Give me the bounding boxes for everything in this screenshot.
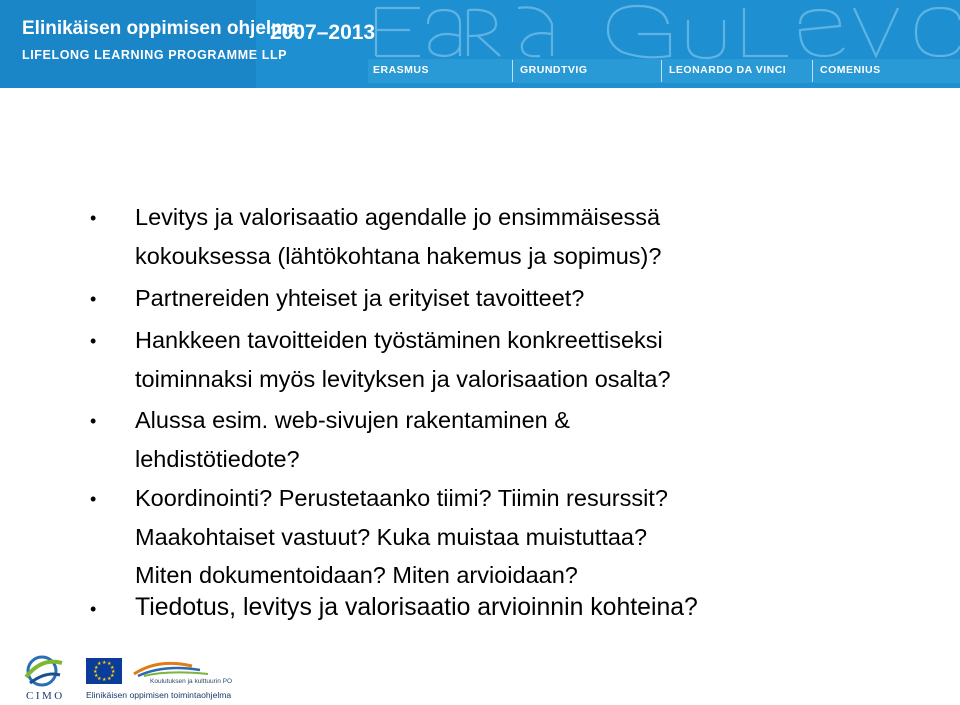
bullet-text: lehdistötiedote? <box>135 445 300 472</box>
bullet-marker: • <box>90 489 97 509</box>
bullet-text: Hankkeen tavoitteiden työstäminen konkreettiseksi <box>135 327 663 353</box>
bullet-text: Miten dokumentoidaan? Miten arvioidaan? <box>135 562 578 588</box>
bullet-item <box>90 321 910 398</box>
bullet-marker: • <box>90 599 97 619</box>
bullet-text: toiminnaksi myös levityksen ja valorisaation osalta? <box>135 365 671 392</box>
bullet-marker: • <box>90 411 97 431</box>
programme-erasmus: ERASMUS <box>373 64 430 76</box>
bullet-marker: • <box>90 331 97 351</box>
bullet-item <box>90 198 910 275</box>
eu-programme-label: Elinikäisen oppimisen toimintaohjelma <box>86 690 232 700</box>
programme-leonardo: LEONARDO DA VINCI <box>669 64 787 76</box>
bullet-item <box>90 589 910 628</box>
bullet-text: Tiedotus, levitys ja valorisaatio arvioinnin kohteina? <box>135 594 698 621</box>
cimo-label: CIMO <box>26 690 65 702</box>
bullet-item <box>90 479 910 595</box>
bullet-text: Partnereiden yhteiset ja erityiset tavoitteet? <box>135 285 585 311</box>
programme-title-en: LIFELONG LEARNING PROGRAMME LLP <box>22 48 288 62</box>
bullet-text: kokouksessa (lähtökohtana hakemus ja sopimus)? <box>135 242 662 269</box>
programme-grundtvig: GRUNDTVIG <box>520 64 588 76</box>
eu-flag-icon: ★ ★ ★ ★ ★ ★ ★ ★ ★ ★ ★ ★ <box>86 658 122 684</box>
programme-years: 2007–2013 <box>270 21 376 44</box>
education-culture-logo-icon <box>128 656 218 678</box>
programme-title-fi: Elinikäisen oppimisen ohjelma <box>22 18 299 39</box>
bullet-item <box>90 279 910 318</box>
bullet-text: Alussa esim. web-sivujen rakentaminen & <box>135 407 570 433</box>
bullet-item <box>90 401 910 478</box>
bullet-text: Levitys ja valorisaatio agendalle jo ensimmäisessä <box>135 204 661 230</box>
bullet-marker: • <box>90 289 97 309</box>
bullet-text: Maakohtaiset vastuut? Kuka muistaa muistuttaa? <box>135 523 648 550</box>
cimo-logo-icon <box>22 653 66 689</box>
bullet-marker: • <box>90 208 97 228</box>
education-culture-label: Koulutuksen ja kulttuurin PO <box>150 678 233 685</box>
bullet-text: Koordinointi? Perustetaanko tiimi? Tiimin resurssit? <box>135 485 668 511</box>
programme-comenius: COMENIUS <box>820 64 881 76</box>
